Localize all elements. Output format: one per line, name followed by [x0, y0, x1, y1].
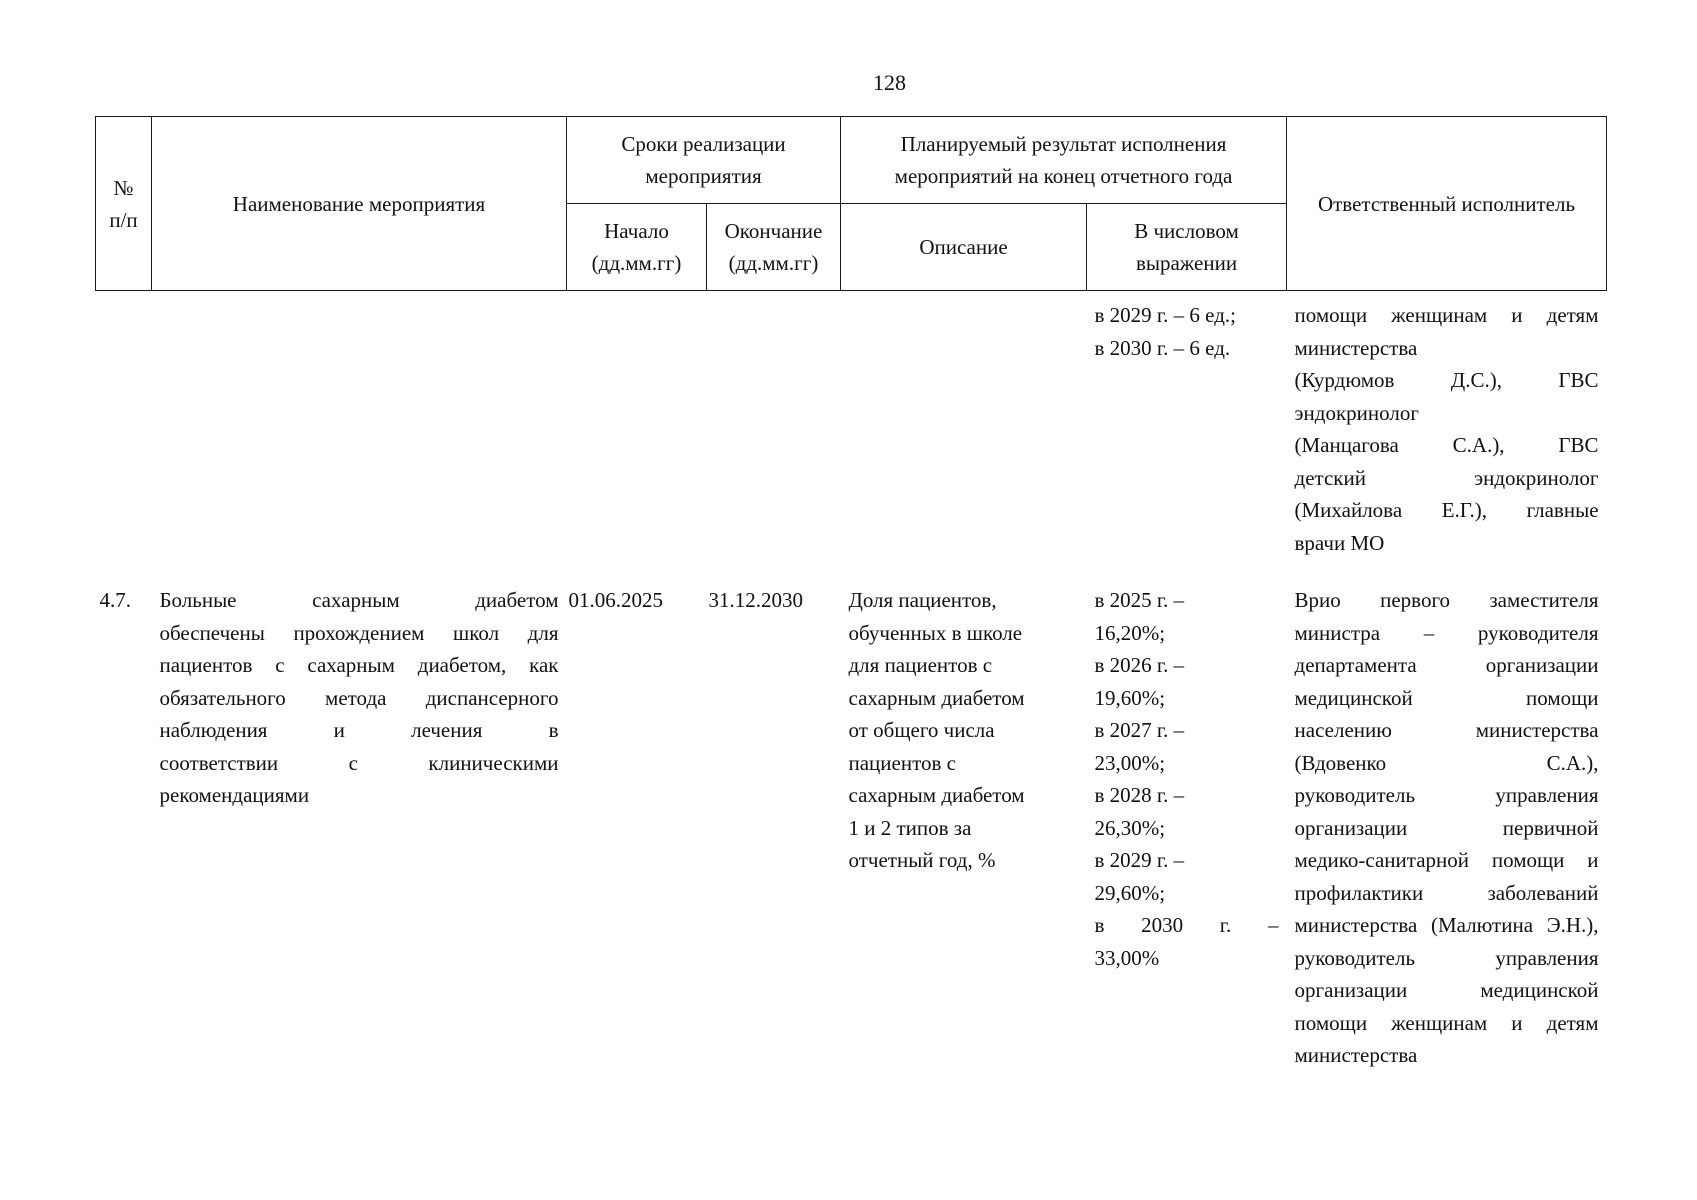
header-description: Описание: [841, 204, 1087, 291]
cell-responsible: Врио первого заместителя министра – руководителя департамента организации медицинской помощи населению министерства (Вдовенко С.А.), руководитель управления организации первичной медико-санитарной помощи и профилактики заболеваний министерства (Малютина Э.Н.), руководитель управления организации медицинской помощи женщинам и детям министерства: [1294, 588, 1599, 1067]
header-terms: Сроки реализации мероприятия: [567, 117, 841, 204]
cell-description: Доля пациентов, обученных в школе для пациентов с сахарным диабетом от общего числа пациентов с сахарным диабетом 1 и 2 типов за отчетный год, %: [848, 588, 1025, 872]
cell-responsible: помощи женщинам и детям министерства (Курдюмов Д.С.), ГВС эндокринолог (Манцагова С.А.), ГВС детский эндокринолог (Михайлова Е.Г.), главные врачи МО: [1294, 303, 1599, 555]
cell-end: 31.12.2030: [708, 588, 803, 612]
header-result: Планируемый результат исполнения мероприятий на конец отчетного года: [841, 117, 1287, 204]
cell-description: [841, 291, 1087, 570]
header-numeric: В числовом выражении: [1087, 204, 1287, 291]
cell-start: [567, 291, 707, 570]
cell-name: Больные сахарным диабетом обеспечены прохождением школ для пациентов с сахарным диабетом, как обязательного метода диспансерного наблюдения и лечения в соответствии с клиническими рекомендациями: [159, 588, 559, 807]
page-number: 128: [873, 70, 906, 95]
table-row-4-7: [96, 569, 1607, 1072]
cell-end: [707, 291, 841, 570]
cell-numeric: в 2025 г. – 16,20%; в 2026 г. – 19,60%; в 2027 г. – 23,00%; в 2028 г. – 26,30%; в 2029 г. – 29,60%; в 2030 г. – 33,00%: [1094, 588, 1279, 970]
header-name: Наименование мероприятия: [152, 117, 567, 291]
cell-start: 01.06.2025: [568, 588, 663, 612]
cell-name: [152, 291, 567, 570]
table-header: [96, 117, 1607, 291]
table-row-continuation: [96, 291, 1607, 570]
cell-num: [96, 291, 152, 570]
header-end: Окончание (дд.мм.гг): [707, 204, 841, 291]
header-responsible: Ответственный исполнитель: [1287, 117, 1607, 291]
measures-table: [95, 116, 1607, 1072]
header-start: Начало (дд.мм.гг): [567, 204, 707, 291]
cell-num: 4.7.: [99, 588, 131, 612]
cell-numeric: в 2029 г. – 6 ед.; в 2030 г. – 6 ед.: [1094, 303, 1236, 360]
header-num: № п/п: [96, 117, 152, 291]
